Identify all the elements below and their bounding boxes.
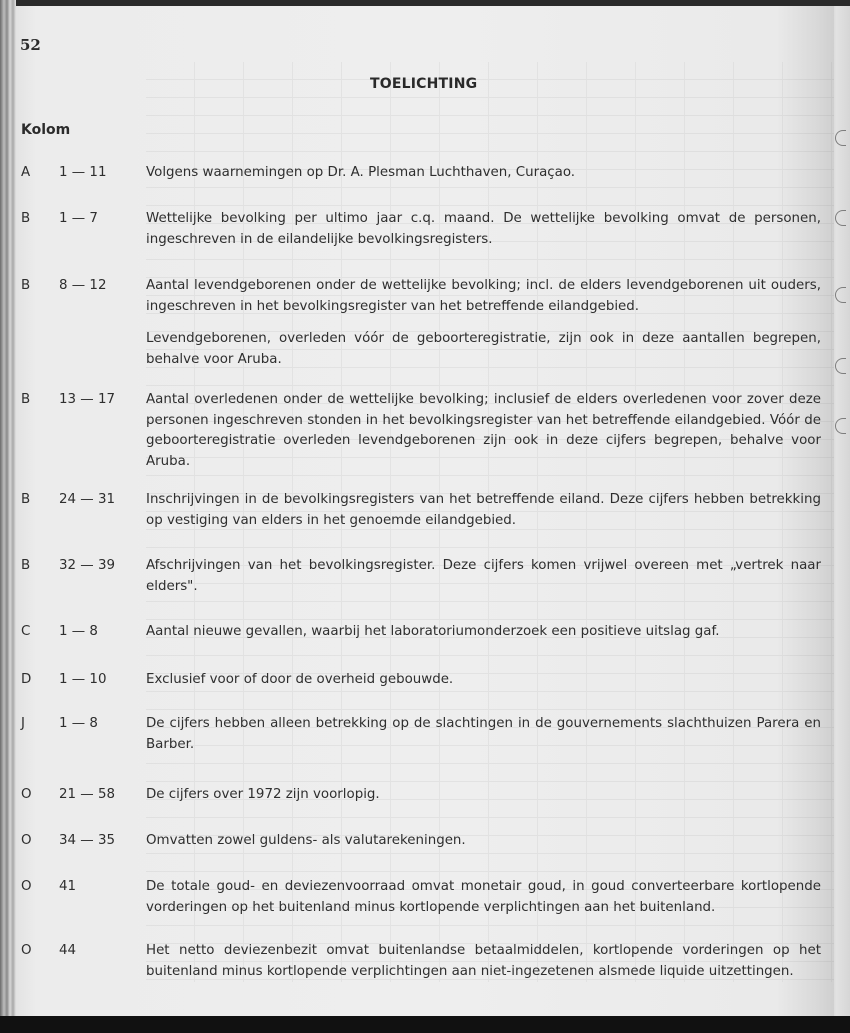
page-title: TOELICHTING: [370, 76, 478, 92]
entry-letter: O: [21, 833, 32, 848]
entry-letter: B: [21, 558, 31, 573]
entry-range: 41: [59, 879, 77, 894]
entry-text: Volgens waarnemingen op Dr. A. Plesman Luchthaven, Curaçao.: [146, 165, 576, 180]
entry-text: De cijfers over 1972 zijn voorlopig.: [146, 787, 380, 802]
entry-text: Aantal overledenen onder de wettelijke bevolking; inclusief de elders overledenen voor zover deze personen ingeschreven stonden in het bevolkingsregister van het betreffende eilandgebied. Vóór de geboorteregistratie overleden levendgeborenen zijn ook in deze cijfers begrepen, behalve voor Aruba.: [146, 392, 821, 469]
entry-text: Omvatten zowel guldens- als valutarekeningen.: [146, 833, 466, 848]
entry-text: Het netto deviezenbezit omvat buitenlandse betaalmiddelen, kortlopende vorderingen op het buitenland minus kortlopende verplichtingen aan niet-ingezetenen alsmede liquide uitzettingen.: [146, 943, 821, 979]
entry-range: 44: [59, 943, 77, 958]
entry-letter: O: [21, 787, 32, 802]
entry-range: 21 — 58: [59, 787, 115, 802]
entry-text: Afschrijvingen van het bevolkingsregister. Deze cijfers komen vrijwel overeen met „vertrek naar elders".: [146, 558, 821, 594]
column-header: Kolom: [21, 122, 71, 138]
note-entry-o-21-58: [21, 785, 821, 806]
edge-mark: [835, 130, 846, 146]
edge-mark: [835, 358, 846, 374]
note-entry-b-13-17: [21, 390, 821, 472]
note-entry-a-1-11: [21, 163, 821, 184]
entry-range: 8 — 12: [59, 278, 107, 293]
note-entry-b-1-7: [21, 209, 821, 250]
entry-range: 1 — 10: [59, 672, 107, 687]
book-spine: [0, 0, 16, 1033]
entry-text: Wettelijke bevolking per ultimo jaar c.q. maand. De wettelijke bevolking omvat de personen, ingeschreven in de eilandelijke bevolkingsregisters.: [146, 211, 821, 247]
entry-text: De totale goud- en deviezenvoorraad omvat monetair goud, in goud converteerbare kortlopende vorderingen op het buitenland minus kortlopende verplichtingen aan het buitenland.: [146, 879, 821, 915]
entry-letter: B: [21, 392, 31, 407]
entry-letter: B: [21, 492, 31, 507]
entry-text: Exclusief voor of door de overheid gebouwde.: [146, 672, 454, 687]
entry-letter: J: [21, 716, 25, 731]
entry-text: De cijfers hebben alleen betrekking op de slachtingen in de gouvernements slachthuizen Parera en Barber.: [146, 716, 821, 752]
note-entry-o-41: [21, 877, 821, 918]
note-entry-j-1-8: [21, 714, 821, 755]
edge-mark: [835, 210, 846, 226]
entry-letter: O: [21, 879, 32, 894]
entry-letter: B: [21, 278, 31, 293]
entry-range: 1 — 8: [59, 624, 98, 639]
book-bottom-edge: [0, 1016, 850, 1033]
entry-text: Inschrijvingen in de bevolkingsregisters van het betreffende eiland. Deze cijfers hebben betrekking op vestiging van elders in het genoemde eilandgebied.: [146, 492, 821, 528]
note-entry-o-34-35: [21, 831, 821, 852]
entry-range: 34 — 35: [59, 833, 115, 848]
entry-letter: C: [21, 624, 31, 639]
note-entry-b-8-12: [21, 276, 821, 370]
entry-letter: B: [21, 211, 31, 226]
note-entry-d-1-10: [21, 670, 821, 691]
edge-mark: [835, 287, 846, 303]
note-entry-b-32-39: [21, 556, 821, 597]
entry-letter: A: [21, 165, 31, 180]
entry-letter: O: [21, 943, 32, 958]
entry-range: 24 — 31: [59, 492, 115, 507]
entry-text: Levendgeborenen, overleden vóór de geboorteregistratie, zijn ook in deze aantallen begrepen, behalve voor Aruba.: [146, 331, 821, 367]
entry-range: 1 — 11: [59, 165, 107, 180]
entry-range: 1 — 7: [59, 211, 98, 226]
page-number: 52: [20, 36, 41, 54]
edge-mark: [835, 418, 846, 434]
note-entry-b-24-31: [21, 490, 821, 531]
note-entry-o-44: [21, 941, 821, 982]
entry-text: Aantal nieuwe gevallen, waarbij het laboratoriumonderzoek een positieve uitslag gaf.: [146, 624, 720, 639]
entry-range: 1 — 8: [59, 716, 98, 731]
entry-range: 13 — 17: [59, 392, 115, 407]
entry-text: Aantal levendgeborenen onder de wettelijke bevolking; incl. de elders levendgeborenen uit ouders, ingeschreven in het bevolkingsregister van het betreffende eilandgebied.: [146, 278, 821, 314]
note-entry-c-1-8: [21, 622, 821, 643]
entry-range: 32 — 39: [59, 558, 115, 573]
entry-letter: D: [21, 672, 32, 687]
